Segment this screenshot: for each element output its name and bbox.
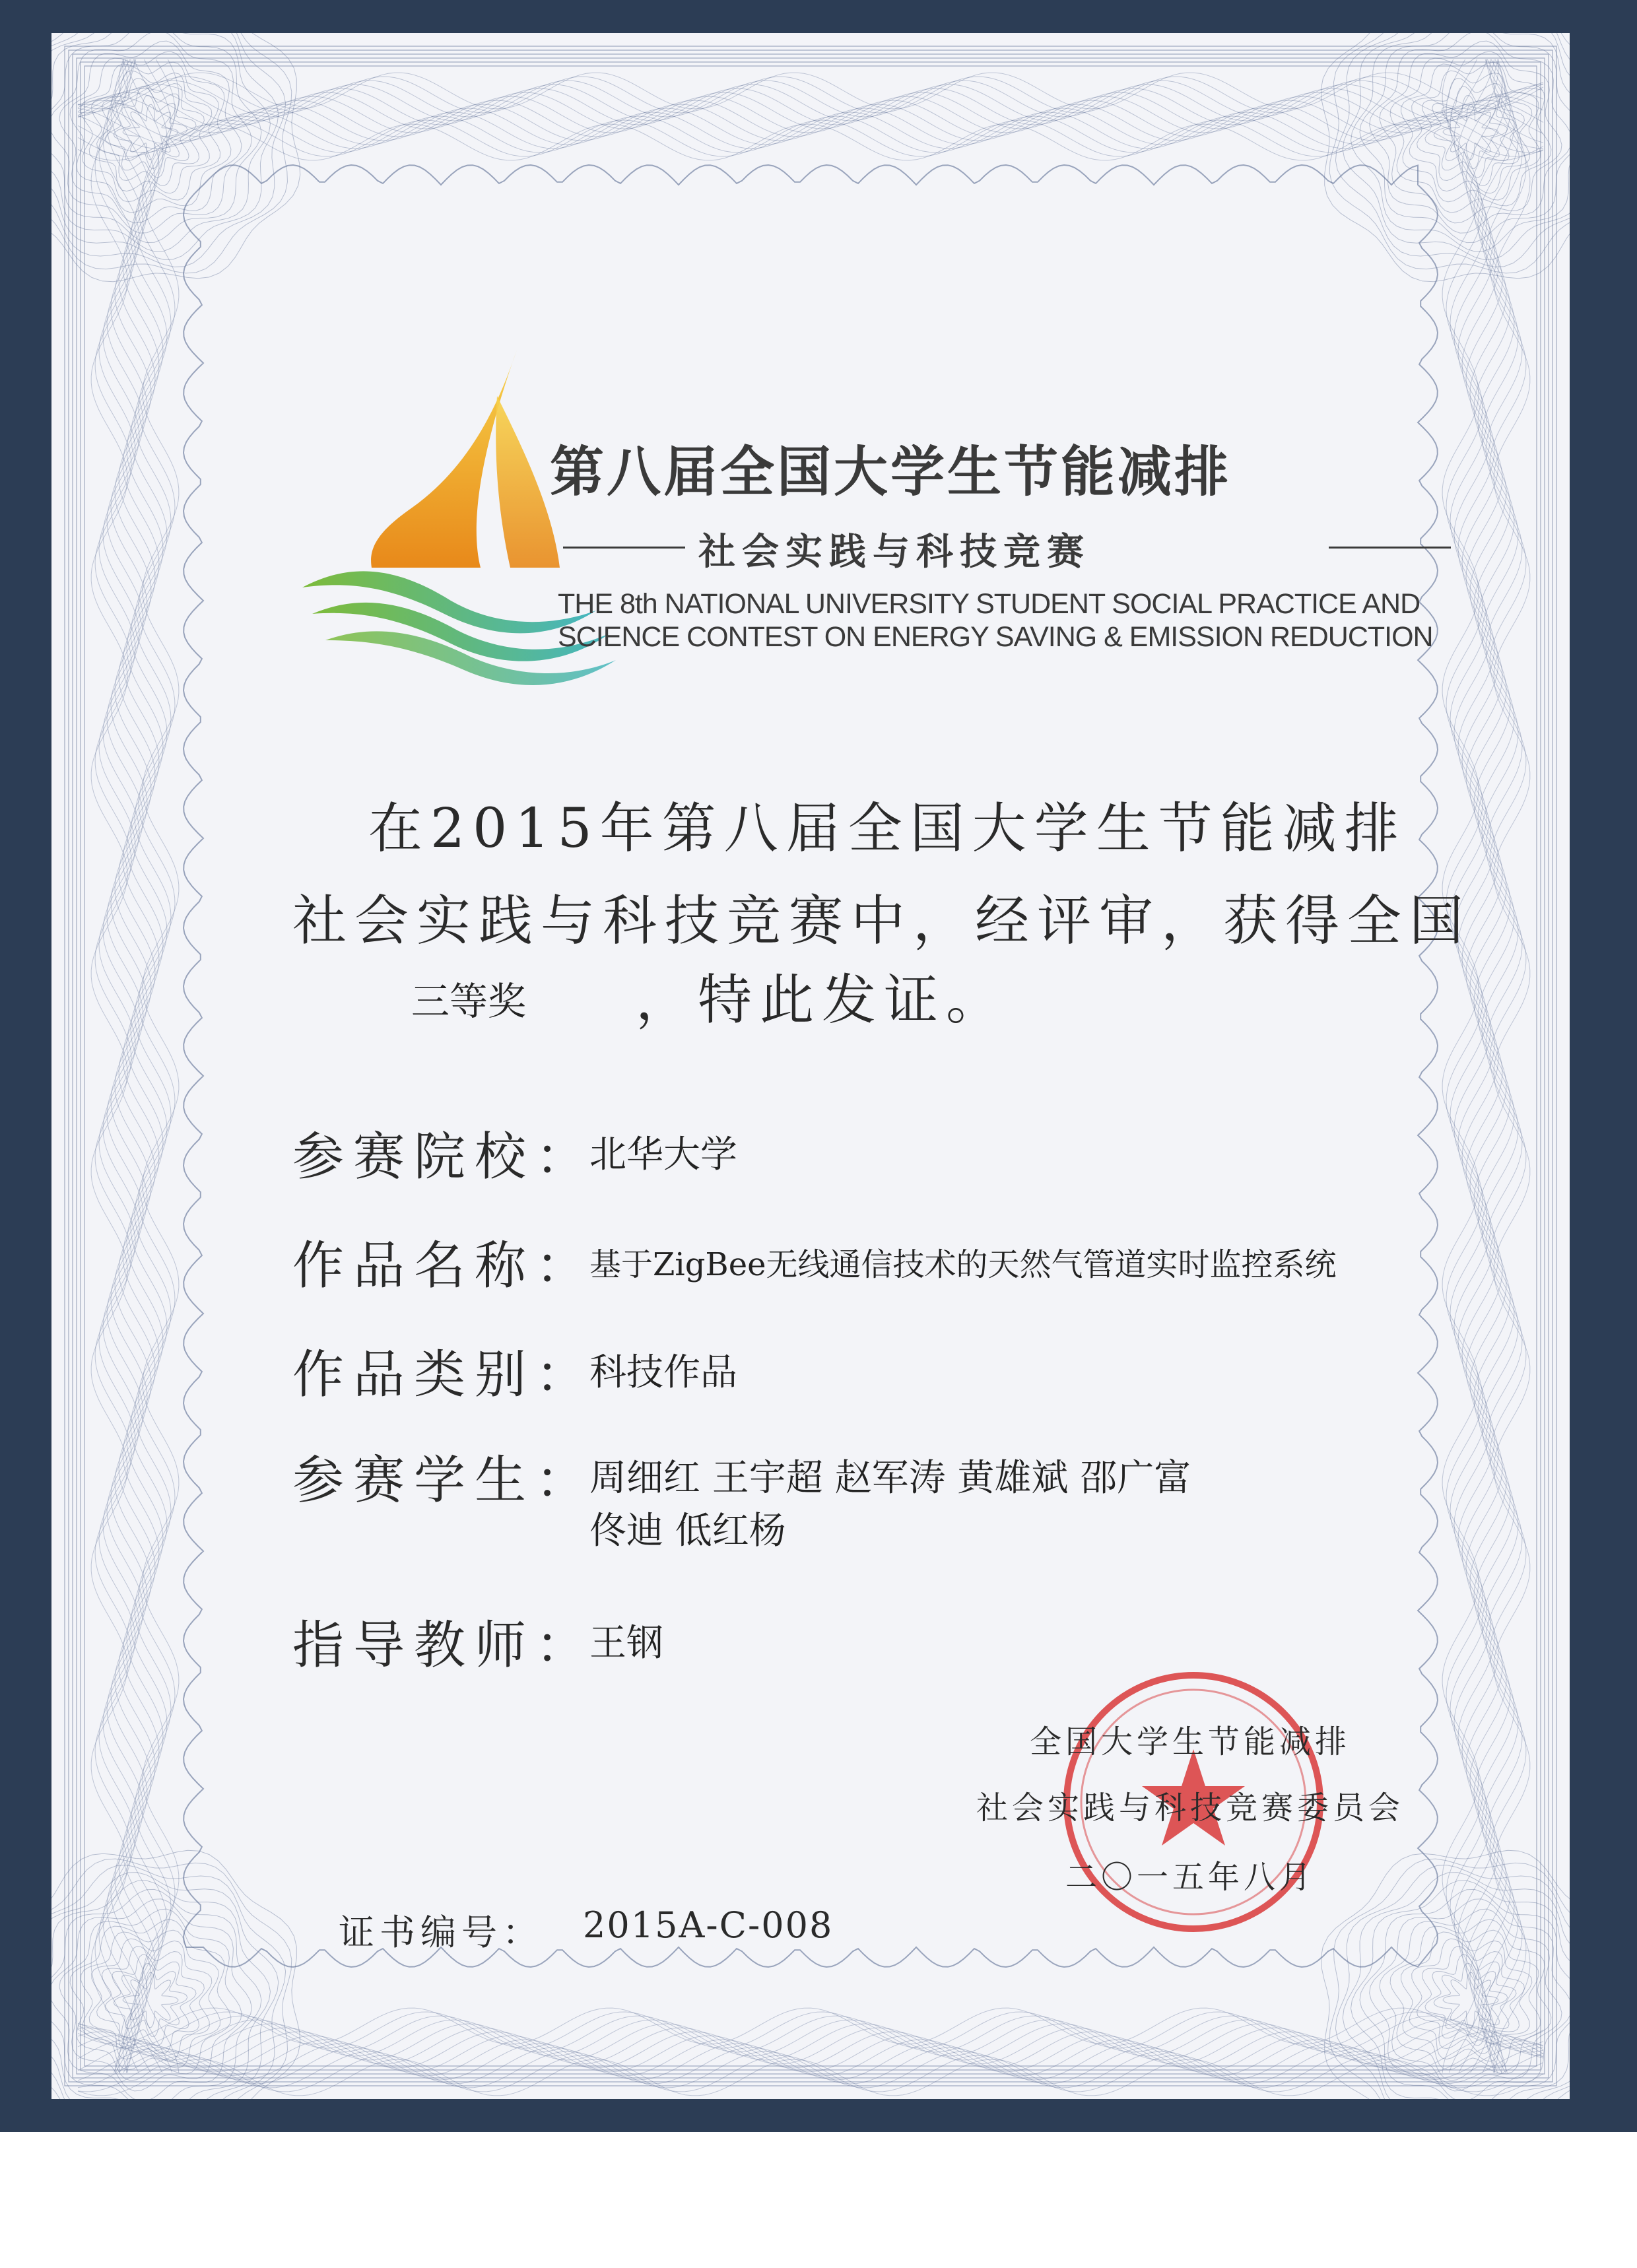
contest-title-en-line1: THE 8th NATIONAL UNIVERSITY STUDENT SOCIAL PRACTICE AND bbox=[558, 588, 1420, 620]
award-level: 三等奖 bbox=[411, 979, 527, 1024]
subtitle-rule-right bbox=[1329, 547, 1451, 549]
certificate-number-value: 2015A-C-008 bbox=[583, 1904, 834, 1946]
subtitle-rule-left bbox=[563, 547, 685, 549]
contest-subtitle-cn: 社会实践与科技竞赛 bbox=[698, 531, 1090, 574]
school-value: 北华大学 bbox=[589, 1133, 737, 1176]
certificate-body bbox=[246, 218, 1494, 1960]
school-label: 参赛院校： bbox=[292, 1127, 597, 1187]
category-value: 科技作品 bbox=[589, 1351, 737, 1394]
contest-title-en-line2: SCIENCE CONTEST ON ENERGY SAVING & EMISSION REDUCTION bbox=[558, 621, 1433, 653]
students-label: 参赛学生： bbox=[292, 1451, 597, 1510]
statement-line-2: 社会实践与科技竞赛中，经评审，获得全国 bbox=[292, 890, 1472, 952]
work-title-label: 作品名称： bbox=[292, 1236, 597, 1296]
issuer-line-2: 社会实践与科技竞赛委员会 bbox=[976, 1789, 1404, 1826]
issuer-line-1: 全国大学生节能减排 bbox=[1029, 1723, 1351, 1760]
statement-line-3: ，特此发证。 bbox=[636, 969, 1009, 1032]
contest-title-cn: 第八届全国大学生节能减排 bbox=[550, 441, 1232, 504]
work-title-value: 基于ZigBee无线通信技术的天然气管道实时监控系统 bbox=[589, 1246, 1337, 1283]
statement-line-1: 在2015年第八届全国大学生节能减排 bbox=[368, 797, 1407, 860]
advisor-value: 王钢 bbox=[589, 1622, 663, 1665]
certificate-number-label: 证书编号： bbox=[339, 1912, 543, 1953]
students-line-1: 周细红 王宇超 赵军涛 黄雄斌 邵广富 bbox=[589, 1457, 1191, 1500]
issue-date: 二〇一五年八月 bbox=[1065, 1859, 1315, 1896]
category-label: 作品类别： bbox=[292, 1345, 597, 1405]
certificate-paper bbox=[51, 33, 1570, 2099]
advisor-label: 指导教师： bbox=[292, 1616, 597, 1675]
students-line-2: 佟迪 低红杨 bbox=[589, 1510, 786, 1552]
